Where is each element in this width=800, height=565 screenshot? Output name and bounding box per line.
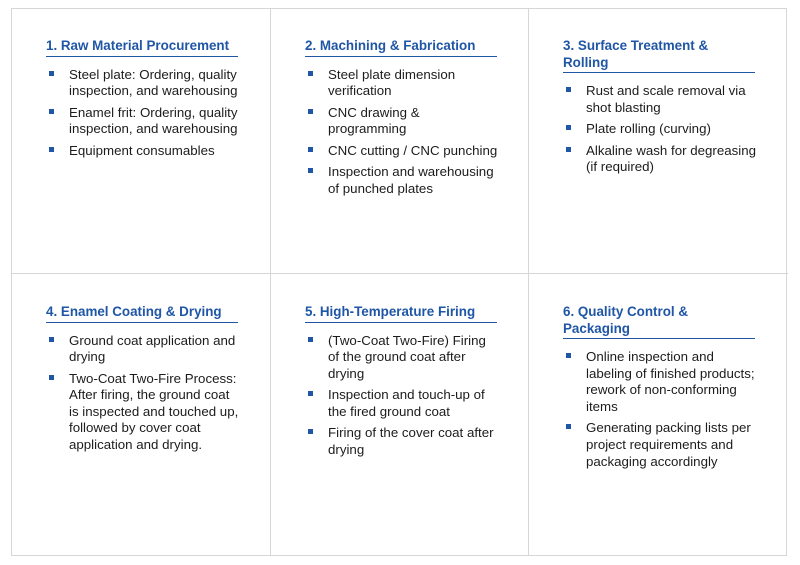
square-bullet-icon [49, 375, 54, 380]
step-list [46, 67, 242, 160]
list-item [305, 67, 500, 100]
item-text: Generating packing lists per project requirements and packaging accordingly [586, 420, 751, 469]
list-item [46, 333, 242, 366]
square-bullet-icon [566, 125, 571, 130]
step-list [46, 333, 242, 454]
square-bullet-icon [49, 147, 54, 152]
list-item [305, 164, 500, 197]
square-bullet-icon [566, 424, 571, 429]
step-card-6 [529, 274, 788, 556]
item-text: Alkaline wash for degreasing (if required) [586, 142, 757, 175]
list-item [46, 143, 242, 160]
list-item [46, 67, 242, 100]
square-bullet-icon [308, 109, 313, 114]
item-text: Inspection and touch-up of the fired ground coat [328, 387, 485, 419]
list-item [563, 420, 760, 470]
step-card-1 [12, 9, 271, 274]
step-title: 1. Raw Material Procurement [46, 38, 238, 57]
square-bullet-icon [49, 109, 54, 114]
item-text: Steel plate dimension verification [328, 66, 456, 99]
item-text: Rust and scale removal via shot blasting [586, 83, 746, 115]
item-text: CNC drawing & programming [328, 104, 420, 137]
step-list [305, 333, 500, 459]
item-text: Equipment consumables [69, 142, 215, 158]
list-item [563, 143, 760, 176]
item-text: Firing of the cover coat after drying [328, 425, 494, 458]
list-item [46, 371, 242, 454]
item-text: Two-Coat Two-Fire Process: After firing, the ground coat is inspected and touched up, followed by cover coat application and drying. [69, 370, 239, 453]
list-item [563, 121, 760, 138]
step-card-5 [271, 274, 529, 556]
square-bullet-icon [308, 71, 313, 76]
step-title: 2. Machining & Fabrication [305, 38, 497, 57]
item-text: Online inspection and labeling of finished products; rework of non-conforming items [586, 349, 755, 414]
square-bullet-icon [566, 353, 571, 358]
list-item [305, 105, 500, 138]
step-title: 5. High-Temperature Firing [305, 304, 497, 323]
step-card-2 [271, 9, 529, 274]
step-title: 6. Quality Control & Packaging [563, 304, 755, 339]
step-title: 3. Surface Treatment & Rolling [563, 38, 755, 73]
step-list [305, 67, 500, 198]
square-bullet-icon [308, 337, 313, 342]
item-text: Ground coat application and drying [69, 332, 236, 365]
list-item [563, 349, 760, 415]
step-card-4 [12, 274, 271, 556]
item-text: Plate rolling (curving) [586, 121, 711, 137]
square-bullet-icon [308, 391, 313, 396]
square-bullet-icon [49, 337, 54, 342]
square-bullet-icon [49, 71, 54, 76]
list-item [305, 425, 500, 458]
list-item [46, 105, 242, 138]
step-list [563, 349, 760, 470]
item-text: Inspection and warehousing of punched plates [328, 164, 494, 197]
step-title: 4. Enamel Coating & Drying [46, 304, 238, 323]
square-bullet-icon [308, 429, 313, 434]
square-bullet-icon [566, 147, 571, 152]
square-bullet-icon [566, 87, 571, 92]
step-list [563, 83, 760, 176]
item-text: Enamel frit: Ordering, quality inspection, and warehousing [69, 104, 238, 137]
process-grid [11, 8, 787, 556]
square-bullet-icon [308, 168, 313, 173]
item-text: (Two-Coat Two-Fire) Firing of the ground coat after drying [328, 332, 486, 381]
item-text: Steel plate: Ordering, quality inspection, and warehousing [69, 66, 238, 99]
list-item [305, 143, 500, 160]
list-item [305, 387, 500, 420]
item-text: CNC cutting / CNC punching [328, 142, 498, 158]
step-card-3 [529, 9, 788, 274]
list-item [563, 83, 760, 116]
list-item [305, 333, 500, 383]
square-bullet-icon [308, 147, 313, 152]
